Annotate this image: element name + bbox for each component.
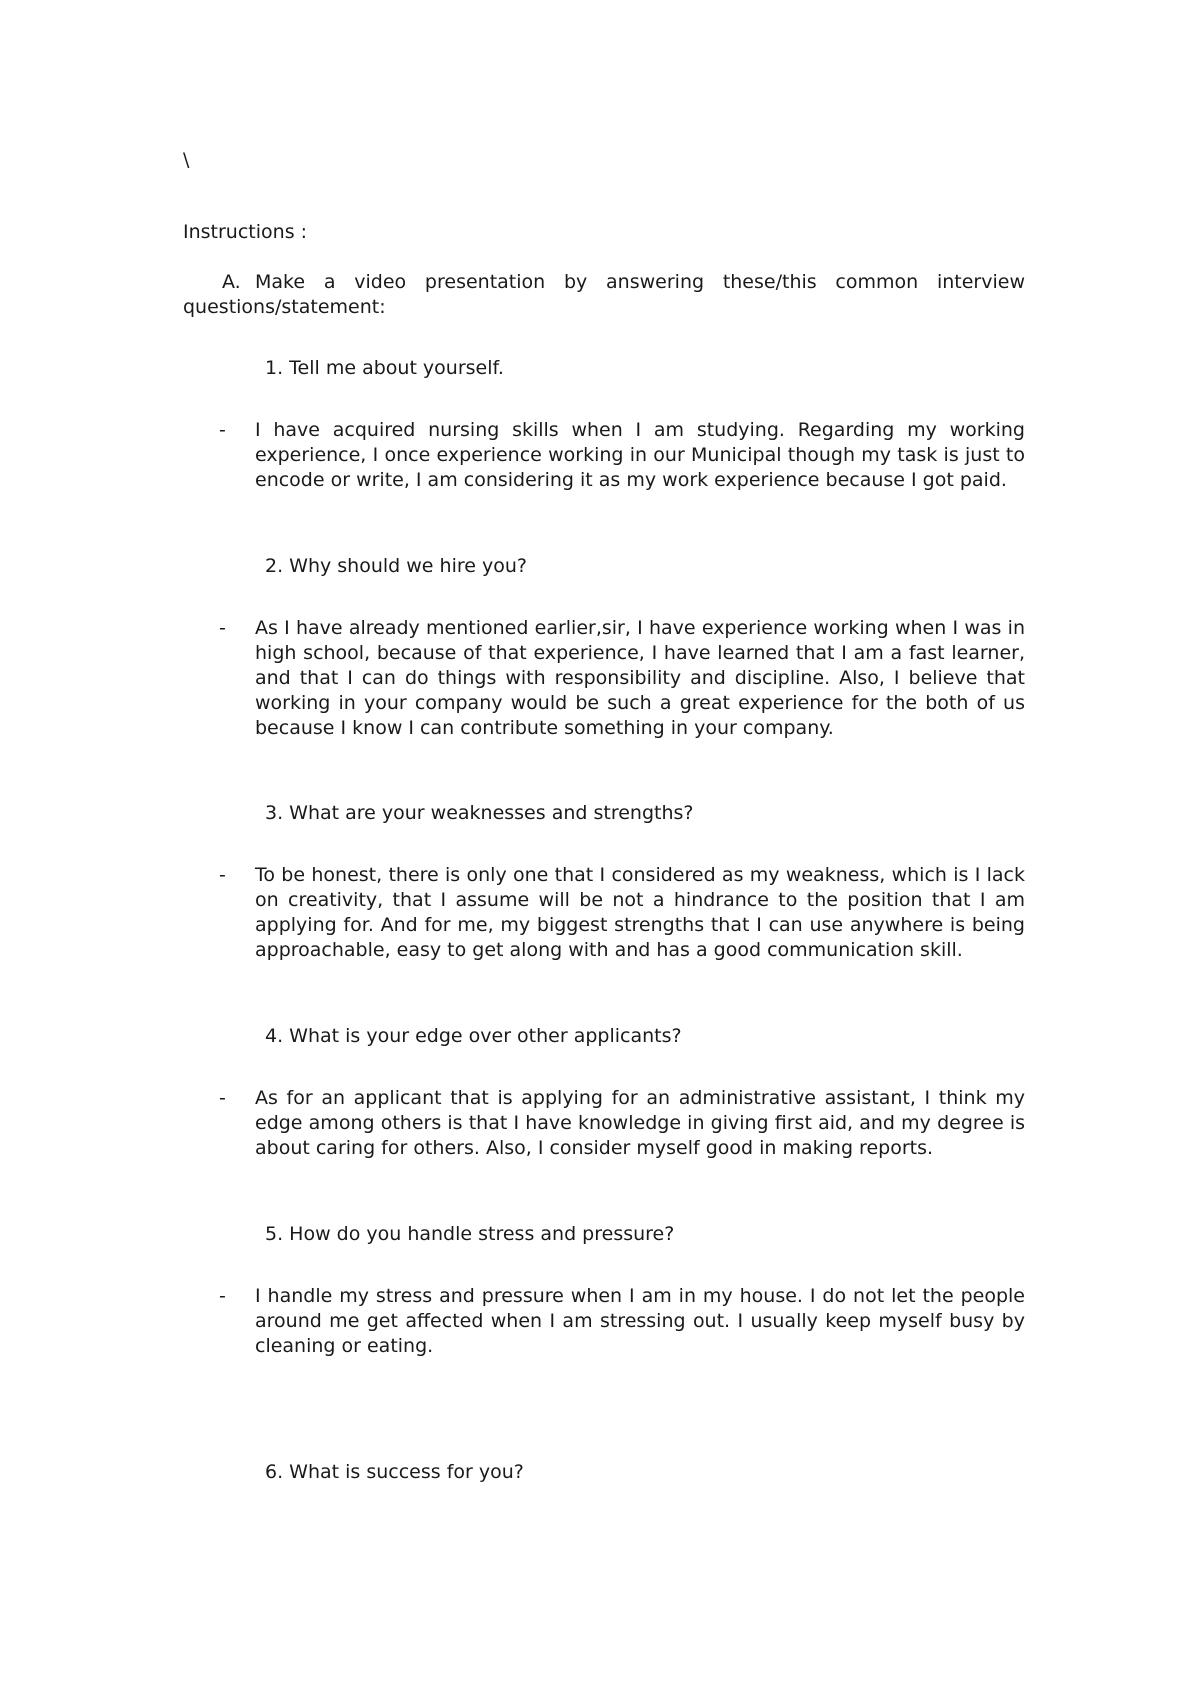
question-1: 1. Tell me about yourself.	[265, 357, 504, 379]
question-5: 5. How do you handle stress and pressure?	[265, 1223, 675, 1245]
answer-2	[219, 616, 1025, 741]
answer-1	[219, 418, 1025, 493]
answer-3-text: To be honest, there is only one that I considered as my weakness, which is I lack on creativity, that I assume will be not a hindrance to the position that I am applying for. And for me, my biggest strengths that I can use anywhere is being approachable, easy to get along with and has a good communication skill.	[255, 864, 1025, 961]
answer-4	[219, 1086, 1025, 1161]
answer-dash: -	[219, 864, 226, 886]
answer-5-text: I handle my stress and pressure when I am in my house. I do not let the people around me get affected when I am stressing out. I usually keep myself busy by cleaning or eating.	[255, 1285, 1025, 1357]
answer-dash: -	[219, 419, 226, 441]
question-3: 3. What are your weaknesses and strengths?	[265, 802, 694, 824]
task-a-paragraph	[183, 270, 1025, 320]
answer-dash: -	[219, 1285, 226, 1307]
stray-backslash: \	[183, 149, 190, 171]
answer-dash: -	[219, 1087, 226, 1109]
question-6: 6. What is success for you?	[265, 1461, 524, 1483]
answer-5	[219, 1284, 1025, 1359]
question-2: 2. Why should we hire you?	[265, 555, 527, 577]
question-4: 4. What is your edge over other applicants?	[265, 1025, 682, 1047]
instructions-heading: Instructions :	[183, 221, 308, 243]
answer-3	[219, 863, 1025, 963]
task-a-text: Make a video presentation by answering these/this common interview questions/statement:	[183, 271, 1025, 318]
answer-1-text: I have acquired nursing skills when I am studying. Regarding my working experience, I once experience working in our Municipal though my task is just to encode or write, I am considering it as my work experience because I got paid.	[255, 419, 1025, 491]
answer-dash: -	[219, 617, 226, 639]
answer-4-text: As for an applicant that is applying for an administrative assistant, I think my edge among others is that I have knowledge in giving first aid, and my degree is about caring for others. Also, I consider myself good in making reports.	[255, 1087, 1025, 1159]
task-a-marker: A.	[222, 271, 241, 293]
answer-2-text: As I have already mentioned earlier,sir, I have experience working when I was in high school, because of that experience, I have learned that I am a fast learner, and that I can do things with responsibility and discipline. Also, I believe that working in your company would be such a great experience for the both of us because I know I can contribute something in your company.	[255, 617, 1025, 739]
